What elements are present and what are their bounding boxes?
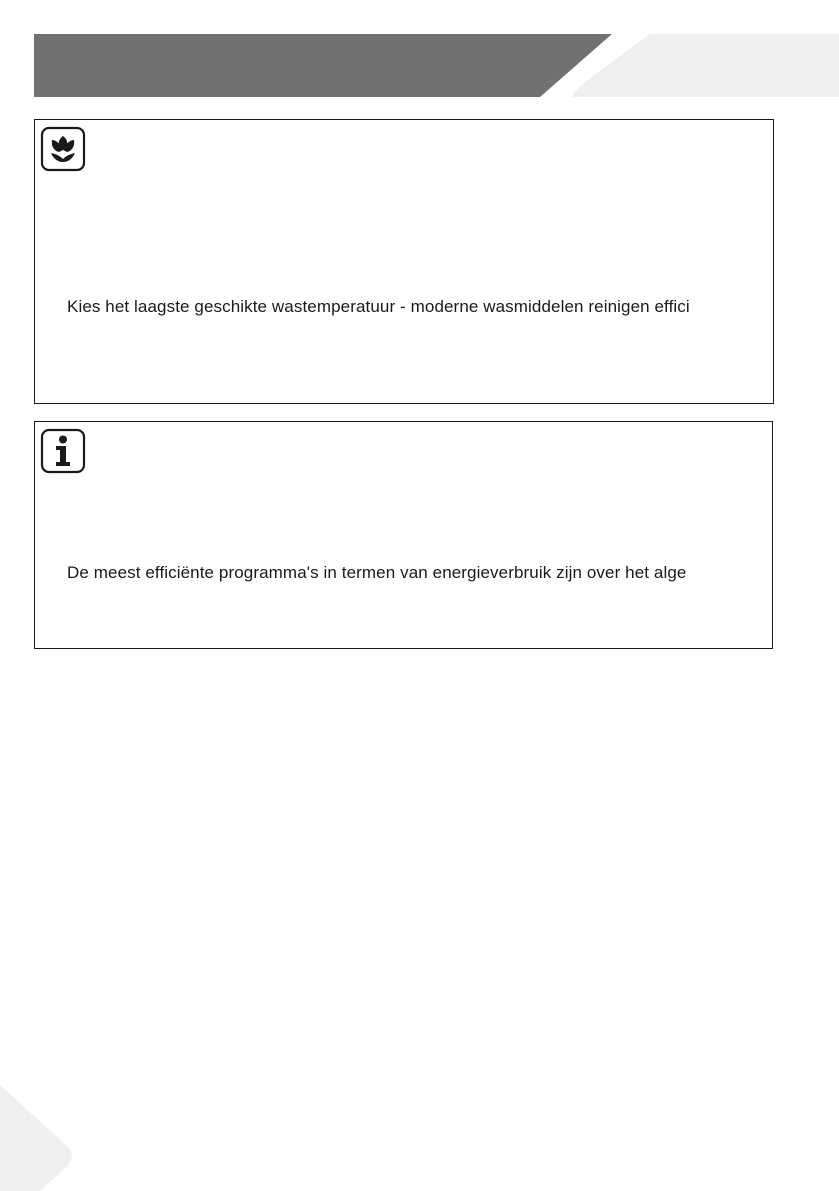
info-note-text: De meest efficiënte programma's in termen van energieverbruik zijn over het alge [67, 563, 687, 582]
page-corner-tab [0, 1085, 80, 1191]
eco-tip-box [34, 119, 774, 404]
header-secondary-tab [572, 34, 839, 97]
header-primary-tab [34, 34, 612, 97]
eco-flower-icon [40, 126, 86, 172]
page-header-banner [0, 0, 839, 100]
eco-tip-text: Kies het laagste geschikte wastemperatuur - moderne wasmiddelen reinigen effici [67, 297, 690, 316]
info-note-box [34, 421, 773, 649]
info-icon [40, 428, 86, 474]
